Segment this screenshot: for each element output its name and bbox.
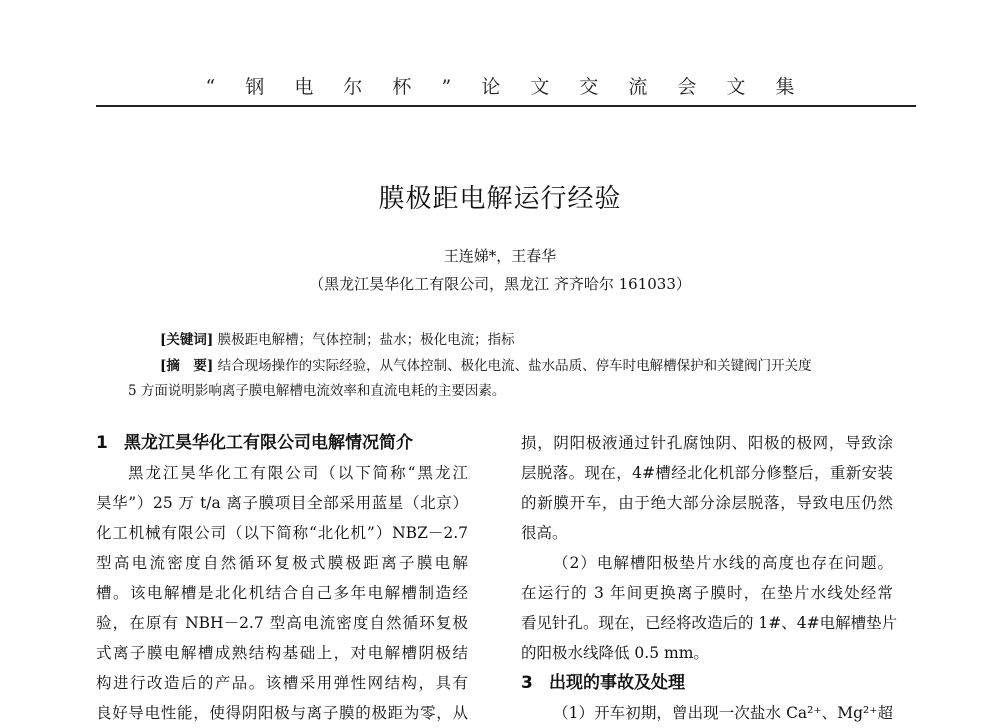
section-3-number: 3	[521, 673, 533, 693]
body-line: 很高。	[521, 524, 568, 542]
body-line: 看见针孔。现在，已经将改造后的 1#、4#电解槽垫片	[521, 614, 898, 632]
body-line: 损，阴阳极液通过针孔腐蚀阴、阳极的极网，导致涂	[521, 434, 893, 452]
paper-affiliation: （黑龙江昊华化工有限公司，黑龙江 齐齐哈尔 161033）	[309, 275, 691, 293]
abstract-text-line-2: 5 方面说明影响离子膜电解槽电流效率和直流电耗的主要因素。	[128, 383, 506, 399]
keywords-label: [关键词]	[160, 332, 214, 348]
body-line: 构进行改造后的产品。该槽采用弹性网结构，具有	[96, 674, 468, 692]
section-3-heading	[521, 668, 893, 698]
section-1-title: 黑龙江昊华化工有限公司电解情况简介	[124, 433, 413, 453]
abstract-label: [摘 要]	[160, 358, 214, 374]
body-line: 的阳极水线降低 0.5 mm。	[521, 644, 709, 662]
body-line: 良好导电性能，使得阴阳极与离子膜的极距为零，从	[96, 704, 468, 722]
body-line: 验，在原有 NBH－2.7 型高电流密度自然循环复极	[96, 614, 468, 632]
body-line: 黑龙江昊华化工有限公司（以下简称“黑龙江	[128, 464, 468, 482]
body-line: 的新膜开车，由于绝大部分涂层脱落，导致电压仍然	[521, 494, 893, 512]
header-rule	[96, 105, 916, 107]
section-1-number: 1	[96, 433, 108, 453]
body-line: 槽。该电解槽是北化机结合自己多年电解槽制造经	[96, 584, 468, 602]
keywords-text: 膜极距电解槽；气体控制；盐水；极化电流；指标	[217, 332, 515, 348]
body-line: 化工机械有限公司（以下简称“北化机”）NBZ－2.7	[96, 524, 468, 542]
keywords	[160, 328, 515, 348]
abstract-text-line-1: 结合现场操作的实际经验，从气体控制、极化电流、盐水品质、停车时电解槽保护和关键阀门开关度	[217, 358, 812, 374]
right-column	[521, 428, 898, 728]
body-line: 层脱落。现在，4#槽经北化机部分修整后，重新安装	[521, 464, 893, 482]
left-column	[96, 428, 468, 728]
body-line: 在运行的 3 年间更换离子膜时，在垫片水线处经常	[521, 584, 893, 602]
body-line: 型高电流密度自然循环复极式膜极距离子膜电解	[96, 554, 468, 572]
body-line: 昊华”）25 万 t/a 离子膜项目全部采用蓝星（北京）	[96, 494, 468, 512]
body-line: （1）开车初期，曾出现一次盐水 Ca²⁺、Mg²⁺超	[553, 704, 893, 722]
section-3-title: 出现的事故及处理	[549, 673, 685, 693]
running-head: “ 钢 电 尔 杯 ” 论 文 交 流 会 文 集	[205, 76, 807, 98]
paper-title: 膜极距电解运行经验	[378, 184, 622, 214]
body-line: （2）电解槽阳极垫片水线的高度也存在问题。	[553, 554, 893, 572]
section-1-heading	[96, 428, 468, 458]
paper-authors: 王连娣*，王春华	[443, 247, 557, 265]
abstract	[160, 354, 812, 374]
body-line: 式离子膜电解槽成熟结构基础上，对电解槽阴极结	[96, 644, 468, 662]
